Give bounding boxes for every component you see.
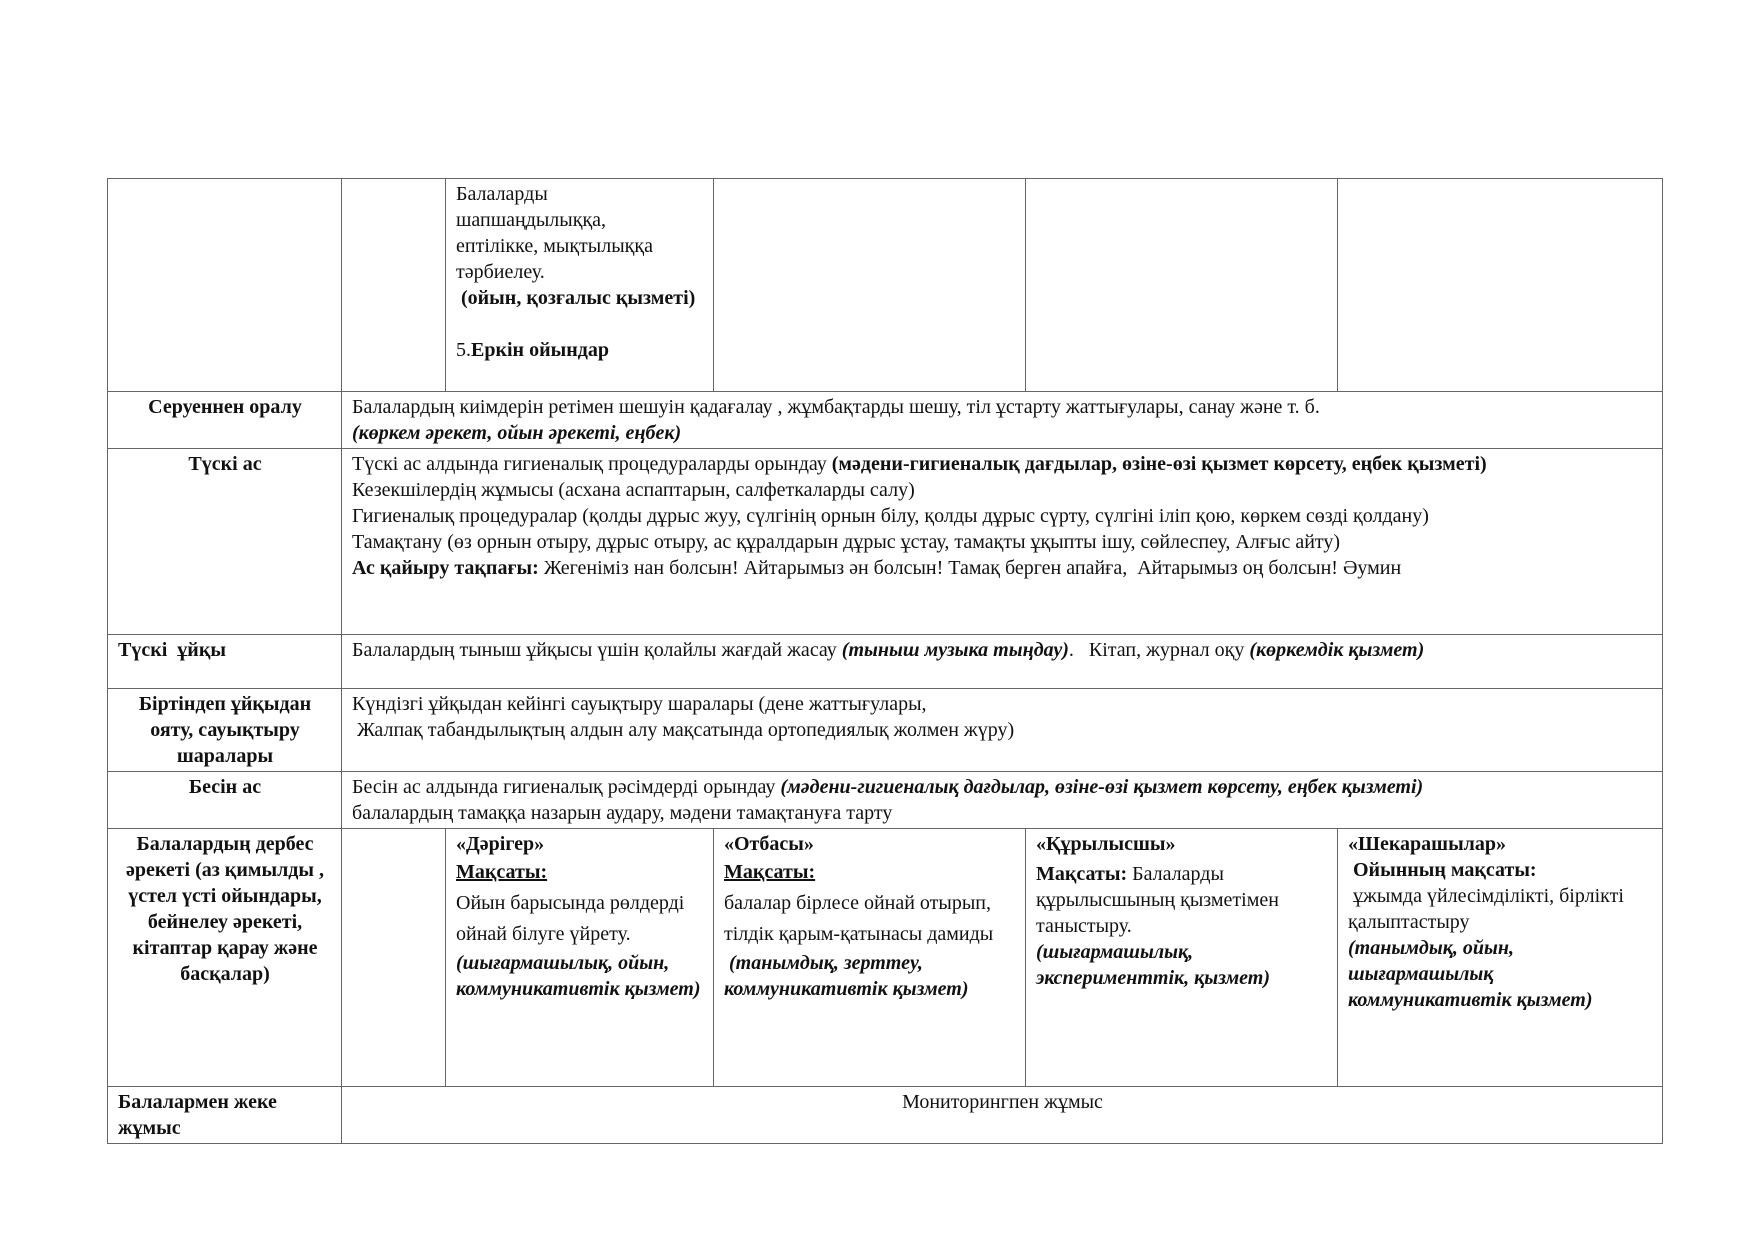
- text-line: ептілікке, мықтылыққа: [456, 235, 653, 257]
- activity-note: (ойын, қозғалыс қызметі): [456, 287, 696, 309]
- activity-note: (көркем әрекет, ойын әрекеті, еңбек): [352, 422, 682, 444]
- game-cell: [1026, 829, 1338, 1087]
- row-content: [342, 392, 1663, 449]
- row-content: [342, 449, 1663, 635]
- poem-text: Жегеніміз нан болсын! Айтарымыз ән болсын! Тамақ берген апайға, Айтарымыз оң болсын! Әумин: [538, 557, 1402, 579]
- row-label: Бесін ас: [108, 772, 342, 829]
- text-line: Балаларды: [456, 183, 548, 205]
- goal-text: Балаларды құрылысшының қызметімен таныстыру.: [1036, 863, 1279, 937]
- goal-label: Мақсаты:: [1036, 863, 1128, 885]
- empty-cell: [714, 179, 1026, 392]
- row-content: [342, 689, 1663, 772]
- activity-note: (шығармашылық, ойын, коммуникативтік қызмет): [456, 952, 701, 1000]
- row-label: Серуеннен оралу: [108, 392, 342, 449]
- text-line: балалардың тамаққа назарын аудару, мәдени тамақтануға тарту: [352, 802, 893, 824]
- row-label: Балалардың дербес әрекеті (аз қимылды , үстел үсті ойындары, бейнелеу әрекеті, кітаптар қарау және басқалар): [108, 829, 342, 1087]
- text-line: Кезекшілердің жұмысы (асхана аспаптарын, салфеткаларды салу): [352, 479, 915, 501]
- row-label: Түскі ас: [108, 449, 342, 635]
- text-part: Балалардың тыныш ұйқысы үшін қолайлы жағдай жасау: [352, 639, 842, 661]
- row-label: Балалармен жеке жұмыс: [108, 1087, 342, 1144]
- return-walk-row: [108, 392, 1663, 449]
- text-part: . Кітап, журнал оқу: [1068, 639, 1250, 661]
- goal-text: ұжымда үйлесімділікті, бірлікті қалыптастыру: [1348, 885, 1629, 933]
- activity-note: (шығармашылық, эксперименттік, қызмет): [1036, 941, 1271, 989]
- goal-label: Ойынның мақсаты:: [1348, 859, 1537, 881]
- activity-note: (мәдени-гигиеналық дағдылар, өзіне-өзі қызмет көрсету, еңбек қызметі): [831, 453, 1487, 475]
- game-title: «Шекарашылар»: [1348, 833, 1507, 855]
- snack-row: [108, 772, 1663, 829]
- item-title: Еркін ойындар: [471, 339, 609, 361]
- individual-work-row: [108, 1087, 1663, 1144]
- activity-note: (тыныш музыка тыңдау): [841, 639, 1069, 661]
- empty-cell: [342, 179, 446, 392]
- row-content: [342, 772, 1663, 829]
- activity-note: (танымдық, зерттеу, коммуникативтік қызмет): [724, 952, 969, 1000]
- text-line: Күндізгі ұйқыдан кейінгі сауықтыру шаралары (дене жаттығулары,: [352, 693, 927, 715]
- empty-cell: [108, 179, 342, 392]
- goal-label: Мақсаты:: [456, 861, 548, 883]
- lunch-row: [108, 449, 1663, 635]
- item-number: 5.: [456, 339, 471, 361]
- text-line: шапшаңдылыққа,: [456, 209, 607, 231]
- text-line: Балалардың киімдерін ретімен шешуін қадағалау , жұмбақтарды шешу, тіл ұстарту жаттығулары, санау және т. б.: [352, 396, 1320, 418]
- game-title: «Құрылысшы»: [1036, 833, 1176, 855]
- row-content: Мониторингпен жұмыс: [342, 1087, 1663, 1144]
- activity-note: (танымдық, ойын, шығармашылық коммуникативтік қызмет): [1348, 937, 1593, 1011]
- wakeup-row: [108, 689, 1663, 772]
- continuation-row: [108, 179, 1663, 392]
- row-content: [342, 635, 1663, 689]
- text-line: тәрбиелеу.: [456, 261, 545, 283]
- activity-note: (мәдени-гигиеналық дағдылар, өзіне-өзі қызмет көрсету, еңбек қызметі): [780, 776, 1424, 798]
- empty-cell: [1026, 179, 1338, 392]
- text-line: Жалпақ табандылықтың алдын алу мақсатында ортопедиялық жолмен жүру): [352, 719, 1015, 741]
- game-title: «Дәрігер»: [456, 833, 545, 855]
- independent-activity-row: [108, 829, 1663, 1087]
- walk-activity-cell: [446, 179, 714, 392]
- text-line: Гигиеналық процедуралар (қолды дұрыс жуу, сүлгінің орнын білу, қолды дұрыс сүрту, сүлгіні іліп қою, көркем сөзді қолдану): [352, 505, 1429, 527]
- poem-label: Ас қайыру тақпағы:: [352, 557, 539, 579]
- goal-label: Мақсаты:: [724, 861, 816, 883]
- text-line: Түскі ас алдында гигиеналық процедураларды орындау: [352, 453, 832, 475]
- goal-text: балалар бірлесе ойнай отырып, тілдік қарым-қатынасы дамиды: [724, 892, 994, 945]
- game-title: «Отбасы»: [724, 833, 814, 855]
- text-part: Бесін ас алдында гигиеналық рәсімдерді орындау: [352, 776, 781, 798]
- game-cell: [446, 829, 714, 1087]
- row-label: Біртіндеп ұйқыдан ояту, сауықтыру шаралары: [108, 689, 342, 772]
- nap-row: [108, 635, 1663, 689]
- goal-text: Ойын барысында рөлдерді ойнай білуге үйрету.: [456, 892, 685, 945]
- game-cell: [1338, 829, 1663, 1087]
- empty-cell: [342, 829, 446, 1087]
- text-line: Тамақтану (өз орнын отыру, дұрыс отыру, ас құралдарын дұрыс ұстау, тамақты ұқыпты ішу, сөйлеспеу, Алғыс айту): [352, 531, 1341, 553]
- daily-plan-table: [107, 178, 1663, 1144]
- game-cell: [714, 829, 1026, 1087]
- row-label: Түскі ұйқы: [108, 635, 342, 689]
- activity-note: (көркемдік қызмет): [1249, 639, 1425, 661]
- empty-cell: [1338, 179, 1663, 392]
